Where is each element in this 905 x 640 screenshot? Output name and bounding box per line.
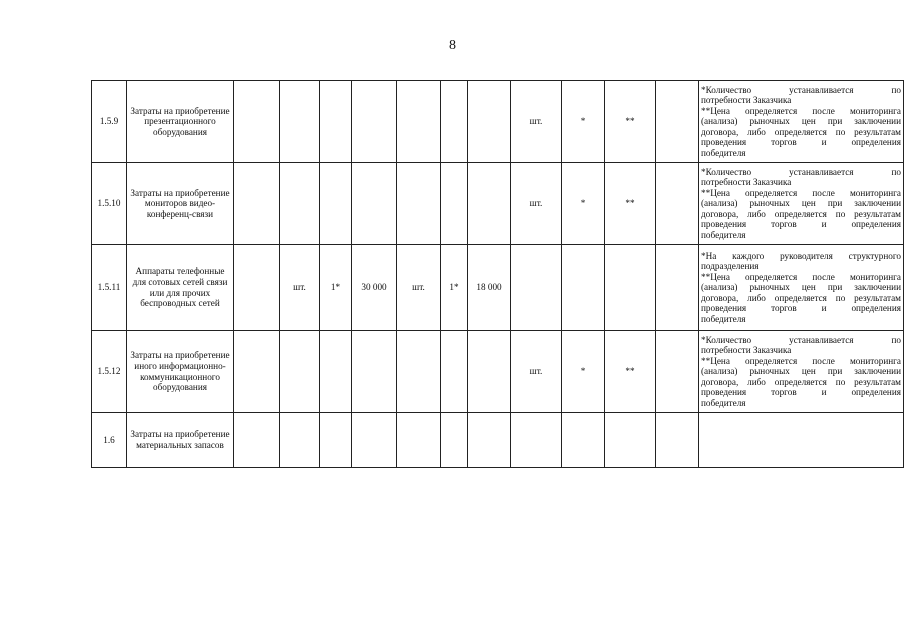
table-row [92, 245, 904, 331]
price-1: 30 000 [352, 245, 397, 331]
price-2 [468, 413, 511, 468]
cell-empty [656, 413, 699, 468]
note-line: договора, либо определяется по результатам [701, 376, 901, 387]
unit-3: шт. [511, 331, 562, 413]
qty-1: 1* [320, 245, 352, 331]
unit-1 [280, 331, 320, 413]
note-line: **Цена определяется после мониторинга [701, 105, 901, 116]
row-note [699, 331, 904, 413]
row-name: Затраты на приобретение мониторов видео-конференц-связи [127, 163, 234, 245]
row-code: 1.6 [92, 413, 127, 468]
note-line: победителя [701, 147, 746, 158]
note-line: договора, либо определяется по результатам [701, 208, 901, 219]
note-line: потребности Заказчика [701, 345, 792, 356]
row-code: 1.5.10 [92, 163, 127, 245]
row-name: Аппараты телефонные для сотовых сетей связи или для прочих беспроводных сетей [127, 245, 234, 331]
cell-empty [656, 81, 699, 163]
note-line: победителя [701, 313, 746, 324]
note-line: (анализа) рыночных цен при заключении [701, 282, 901, 293]
price-3: ** [605, 331, 656, 413]
qty-3: * [562, 81, 605, 163]
qty-1 [320, 81, 352, 163]
cell-empty [656, 163, 699, 245]
price-3 [605, 245, 656, 331]
unit-2 [397, 413, 441, 468]
qty-3: * [562, 331, 605, 413]
note-line: победителя [701, 229, 746, 240]
row-note [699, 413, 904, 468]
note-line: (анализа) рыночных цен при заключении [701, 366, 901, 377]
cell-empty [234, 245, 280, 331]
row-note [699, 81, 904, 163]
price-3 [605, 413, 656, 468]
unit-2 [397, 81, 441, 163]
note-line: проведения торгов и определения [701, 219, 901, 230]
cell-empty [656, 245, 699, 331]
price-1 [352, 81, 397, 163]
row-code: 1.5.12 [92, 331, 127, 413]
row-code: 1.5.11 [92, 245, 127, 331]
row-note [699, 163, 904, 245]
cell-empty [234, 413, 280, 468]
note-line: проведения торгов и определения [701, 387, 901, 398]
unit-3 [511, 413, 562, 468]
cell-empty [234, 81, 280, 163]
table-row [92, 81, 904, 163]
note-line: (анализа) рыночных цен при заключении [701, 116, 901, 127]
qty-1 [320, 413, 352, 468]
cell-empty [656, 331, 699, 413]
price-2 [468, 163, 511, 245]
price-1 [352, 413, 397, 468]
note-line: победителя [701, 397, 746, 408]
note-line: **Цена определяется после мониторинга [701, 187, 901, 198]
qty-2 [441, 163, 468, 245]
qty-2 [441, 331, 468, 413]
table-row [92, 331, 904, 413]
price-3: ** [605, 81, 656, 163]
qty-1 [320, 331, 352, 413]
unit-1 [280, 413, 320, 468]
unit-2 [397, 163, 441, 245]
note-line: проведения торгов и определения [701, 303, 901, 314]
note-line: подразделения [701, 261, 759, 272]
note-line: *Количество устанавливается по [701, 335, 901, 346]
unit-2: шт. [397, 245, 441, 331]
qty-3: * [562, 163, 605, 245]
unit-1: шт. [280, 245, 320, 331]
unit-3: шт. [511, 81, 562, 163]
table-row [92, 413, 904, 468]
note-line: (анализа) рыночных цен при заключении [701, 198, 901, 209]
costs-table [91, 80, 904, 468]
row-name: Затраты на приобретение материальных запасов [127, 413, 234, 468]
price-1 [352, 331, 397, 413]
unit-3: шт. [511, 163, 562, 245]
qty-1 [320, 163, 352, 245]
row-name: Затраты на приобретение иного информационно-коммуникационного оборудования [127, 331, 234, 413]
note-line: *Количество устанавливается по [701, 167, 901, 178]
price-2 [468, 331, 511, 413]
row-name: Затраты на приобретение презентационного оборудования [127, 81, 234, 163]
row-note [699, 245, 904, 331]
qty-3 [562, 245, 605, 331]
note-line: потребности Заказчика [701, 177, 792, 188]
price-2: 18 000 [468, 245, 511, 331]
price-1 [352, 163, 397, 245]
note-line: *На каждого руководителя структурного [701, 251, 901, 262]
page-number: 8 [449, 38, 456, 53]
price-2 [468, 81, 511, 163]
note-line: **Цена определяется после мониторинга [701, 355, 901, 366]
unit-3 [511, 245, 562, 331]
unit-1 [280, 163, 320, 245]
note-line: потребности Заказчика [701, 95, 792, 106]
table-row [92, 163, 904, 245]
cell-empty [234, 331, 280, 413]
cell-empty [234, 163, 280, 245]
note-line: проведения торгов и определения [701, 137, 901, 148]
unit-2 [397, 331, 441, 413]
qty-2: 1* [441, 245, 468, 331]
note-line: **Цена определяется после мониторинга [701, 271, 901, 282]
note-line: *Количество устанавливается по [701, 85, 901, 96]
note-line: договора, либо определяется по результатам [701, 126, 901, 137]
price-3: ** [605, 163, 656, 245]
qty-2 [441, 81, 468, 163]
note-line: договора, либо определяется по результатам [701, 292, 901, 303]
qty-3 [562, 413, 605, 468]
qty-2 [441, 413, 468, 468]
row-code: 1.5.9 [92, 81, 127, 163]
unit-1 [280, 81, 320, 163]
